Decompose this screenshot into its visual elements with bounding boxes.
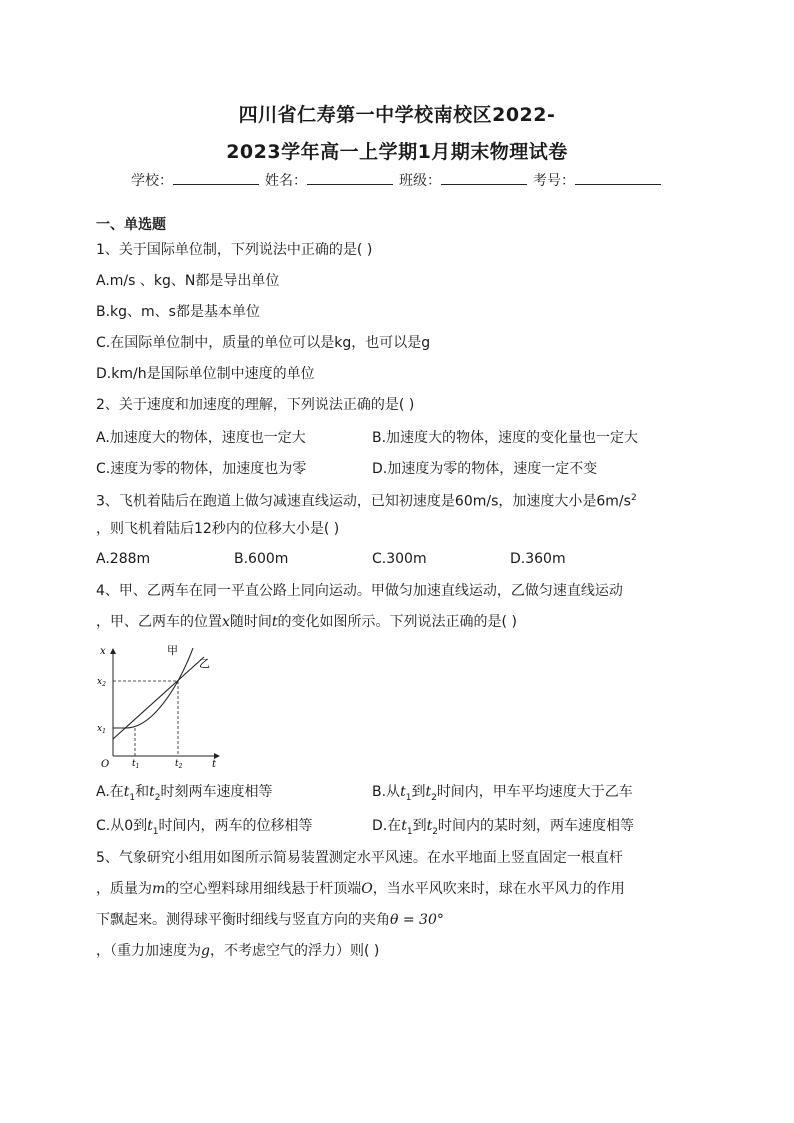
label-axis-t: t [212,759,217,770]
q1-stem: 1、关于国际单位制，下列说法中正确的是( ) [96,242,373,258]
q4-option-d: D.在$t_1$到$t_2$时间内的某时刻，两车速度相等 [372,818,634,837]
q2-option-d: D.加速度为零的物体，速度一定不变 [372,461,598,477]
school-field: 学校： [131,173,261,189]
q3-option-b: B.600m [234,551,289,567]
q4-option-a: A.在$t_1$和$t_2$时刻两车速度相等 [96,784,273,803]
section-heading: 一、单选题 [96,217,166,233]
student-info-row [0,170,794,190]
exam-number-field: 考号： [533,173,663,189]
q1-option-c: C.在国际单位制中，质量的单位可以是kg，也可以是g [96,335,431,351]
q3-option-c: C.300m [372,551,427,567]
q2-option-b: B.加速度大的物体，速度的变化量也一定大 [372,430,639,446]
name-field: 姓名： [265,173,395,189]
q5-line4: ，（重力加速度为g，不考虑空气的浮力）则( ) [96,943,380,959]
label-jia: 甲 [167,644,178,657]
q4-option-b: B.从$t_1$到$t_2$时间内，甲车平均速度大于乙车 [372,784,633,803]
name-blank[interactable] [307,172,393,185]
label-x2: $x_2$ [97,677,106,688]
school-blank[interactable] [173,172,259,185]
q3-option-a: A.288m [96,551,151,567]
label-yi: 乙 [199,657,210,670]
q2-option-c: C.速度为零的物体，加速度也为零 [96,461,307,477]
class-blank[interactable] [441,172,527,185]
exam-title-line1: 四川省仁寿第一中学校南校区2022- [238,104,556,126]
q1-option-a: A.m/s 、kg、N都是导出单位 [96,273,280,289]
q5-line2: ，质量为m的空心塑料球用细线悬于杆顶端O，当水平风吹来时，球在水平风力的作用 [96,881,625,897]
q5-line3: 下飘起来。测得球平衡时细线与竖直方向的夹角θ = 30° [96,912,444,928]
q4-stem-line2: ，甲、乙两车的位置x随时间t的变化如图所示。下列说法正确的是( ) [96,614,517,630]
label-axis-x: x [100,646,106,657]
q2-stem: 2、关于速度和加速度的理解，下列说法正确的是( ) [96,397,415,413]
label-origin: O [101,759,110,770]
q3-stem-line2: ，则飞机着陆后12秒内的位移大小是( ) [96,521,340,537]
q5-line1: 5、气象研究小组用如图所示简易装置测定水平风速。在水平地面上竖直固定一根直杆 [96,850,623,866]
q2-option-a: A.加速度大的物体，速度也一定大 [96,430,306,446]
q3-stem-line1: 3、飞机着陆后在跑道上做匀减速直线运动，已知初速度是60m/s，加速度大小是$6m/s^2$ [96,493,637,510]
car-jia-curve [113,648,193,728]
exam-title-line2: 2023学年高一上学期1月期末物理试卷 [226,141,568,163]
car-yi-line [113,657,204,739]
label-t1: $t_1$ [132,759,140,770]
q4-option-c: C.从0到$t_1$时间内，两车的位移相等 [96,818,313,837]
q3-option-d: D.360m [510,551,566,567]
q1-option-d: D.km/h是国际单位制中速度的单位 [96,366,315,382]
q4-stem-line1: 4、甲、乙两车在同一平直公路上同向运动。甲做匀加速直线运动，乙做匀速直线运动 [96,583,623,599]
label-x1: $x_1$ [97,724,106,735]
class-field: 班级： [399,173,529,189]
label-t2: $t_2$ [175,759,183,770]
q1-option-b: B.kg、m、s都是基本单位 [96,304,260,320]
position-time-graph [96,640,226,770]
exam-number-blank[interactable] [575,172,661,185]
x-axis-arrow-icon [110,648,116,654]
